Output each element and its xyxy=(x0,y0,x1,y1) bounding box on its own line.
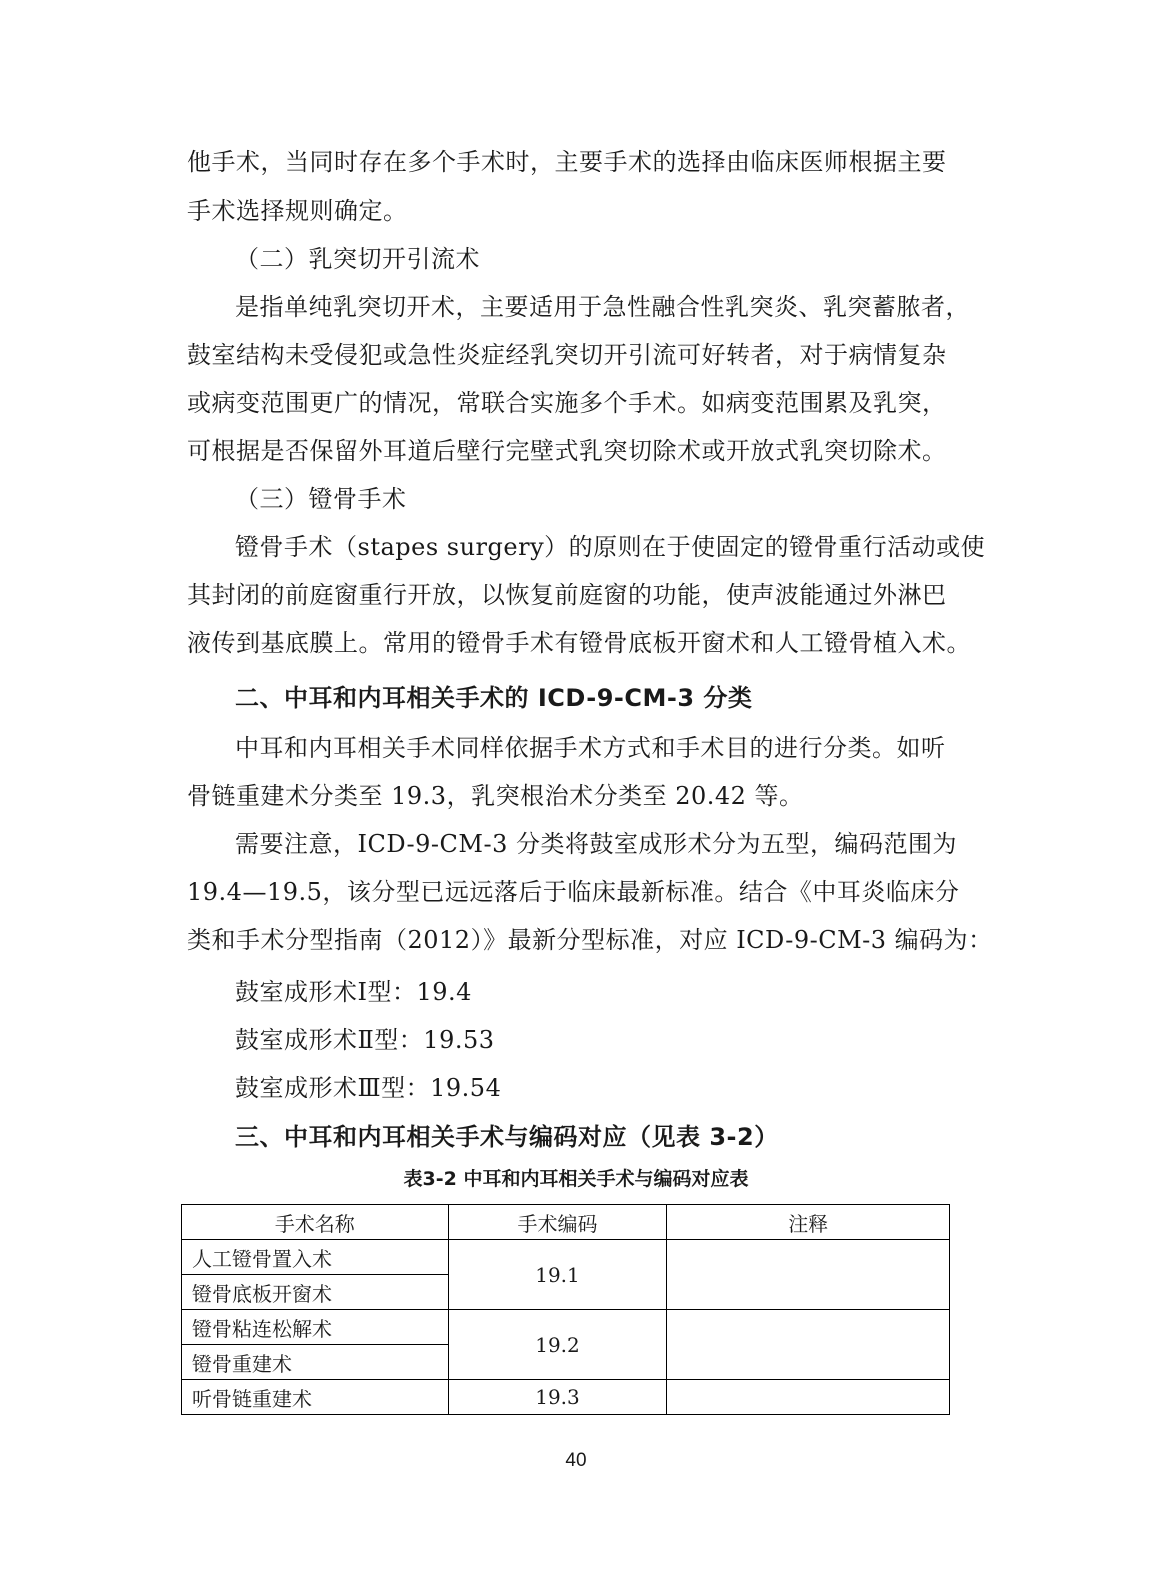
paragraph-line: 需要注意，ICD-9-CM-3 分类将鼓室成形术分为五型，编码范围为 xyxy=(235,830,957,858)
procedure-name-cell: 人工镫骨置入术 xyxy=(182,1240,449,1275)
notes-cell xyxy=(667,1240,950,1310)
header-procedure-code: 手术编码 xyxy=(448,1205,667,1240)
procedure-name-cell: 镫骨重建术 xyxy=(182,1345,449,1380)
type-item: 鼓室成形术Ⅲ型：19.54 xyxy=(235,1074,502,1102)
paragraph-line: 其封闭的前庭窗重行开放，以恢复前庭窗的功能，使声波能通过外淋巴 xyxy=(187,581,947,609)
paragraph-line: 或病变范围更广的情况，常联合实施多个手术。如病变范围累及乳突， xyxy=(187,389,947,417)
procedure-code-cell: 19.3 xyxy=(448,1380,667,1415)
type-item: 鼓室成形术Ⅰ型：19.4 xyxy=(235,978,472,1006)
paragraph-line: 镫骨手术（stapes surgery）的原则在于使固定的镫骨重行活动或使 xyxy=(235,533,986,561)
paragraph-line: 19.4—19.5，该分型已远远落后于临床最新标准。结合《中耳炎临床分 xyxy=(187,878,960,906)
header-notes: 注释 xyxy=(667,1205,950,1240)
page-number: 40 xyxy=(565,1450,587,1471)
notes-cell xyxy=(667,1310,950,1380)
paragraph-line: 鼓室结构未受侵犯或急性炎症经乳突切开引流可好转者，对于病情复杂 xyxy=(187,341,947,369)
table-header-row xyxy=(182,1205,950,1240)
table-row xyxy=(182,1240,950,1275)
paragraph-line: 中耳和内耳相关手术同样依据手术方式和手术目的进行分类。如听 xyxy=(235,734,946,762)
procedure-code-cell: 19.2 xyxy=(448,1310,667,1380)
notes-cell xyxy=(667,1380,950,1415)
procedure-code-table xyxy=(181,1204,950,1415)
paragraph-line: 可根据是否保留外耳道后壁行完壁式乳突切除术或开放式乳突切除术。 xyxy=(187,437,947,465)
table-row xyxy=(182,1310,950,1345)
paragraph-line: 他手术，当同时存在多个手术时，主要手术的选择由临床医师根据主要 xyxy=(187,148,947,176)
subsection-title: （三）镫骨手术 xyxy=(235,485,407,513)
paragraph-line: 是指单纯乳突切开术，主要适用于急性融合性乳突炎、乳突蓄脓者， xyxy=(235,293,970,321)
paragraph-line: 液传到基底膜上。常用的镫骨手术有镫骨底板开窗术和人工镫骨植入术。 xyxy=(187,629,971,657)
procedure-code-cell: 19.1 xyxy=(448,1240,667,1310)
paragraph-line: 骨链重建术分类至 19.3，乳突根治术分类至 20.42 等。 xyxy=(187,782,804,810)
paragraph-line: 手术选择规则确定。 xyxy=(187,197,408,225)
section-heading: 二、中耳和内耳相关手术的 ICD-9-CM-3 分类 xyxy=(235,684,753,712)
procedure-name-cell: 听骨链重建术 xyxy=(182,1380,449,1415)
table-row xyxy=(182,1380,950,1415)
section-heading: 三、中耳和内耳相关手术与编码对应（见表 3-2） xyxy=(235,1123,779,1151)
table-caption: 表3-2 中耳和内耳相关手术与编码对应表 xyxy=(403,1168,749,1190)
type-item: 鼓室成形术Ⅱ型：19.53 xyxy=(235,1026,495,1054)
procedure-name-cell: 镫骨粘连松解术 xyxy=(182,1310,449,1345)
procedure-name-cell: 镫骨底板开窗术 xyxy=(182,1275,449,1310)
subsection-title: （二）乳突切开引流术 xyxy=(235,245,480,273)
paragraph-line: 类和手术分型指南（2012）》最新分型标准，对应 ICD-9-CM-3 编码为： xyxy=(187,926,993,954)
header-procedure-name: 手术名称 xyxy=(182,1205,449,1240)
